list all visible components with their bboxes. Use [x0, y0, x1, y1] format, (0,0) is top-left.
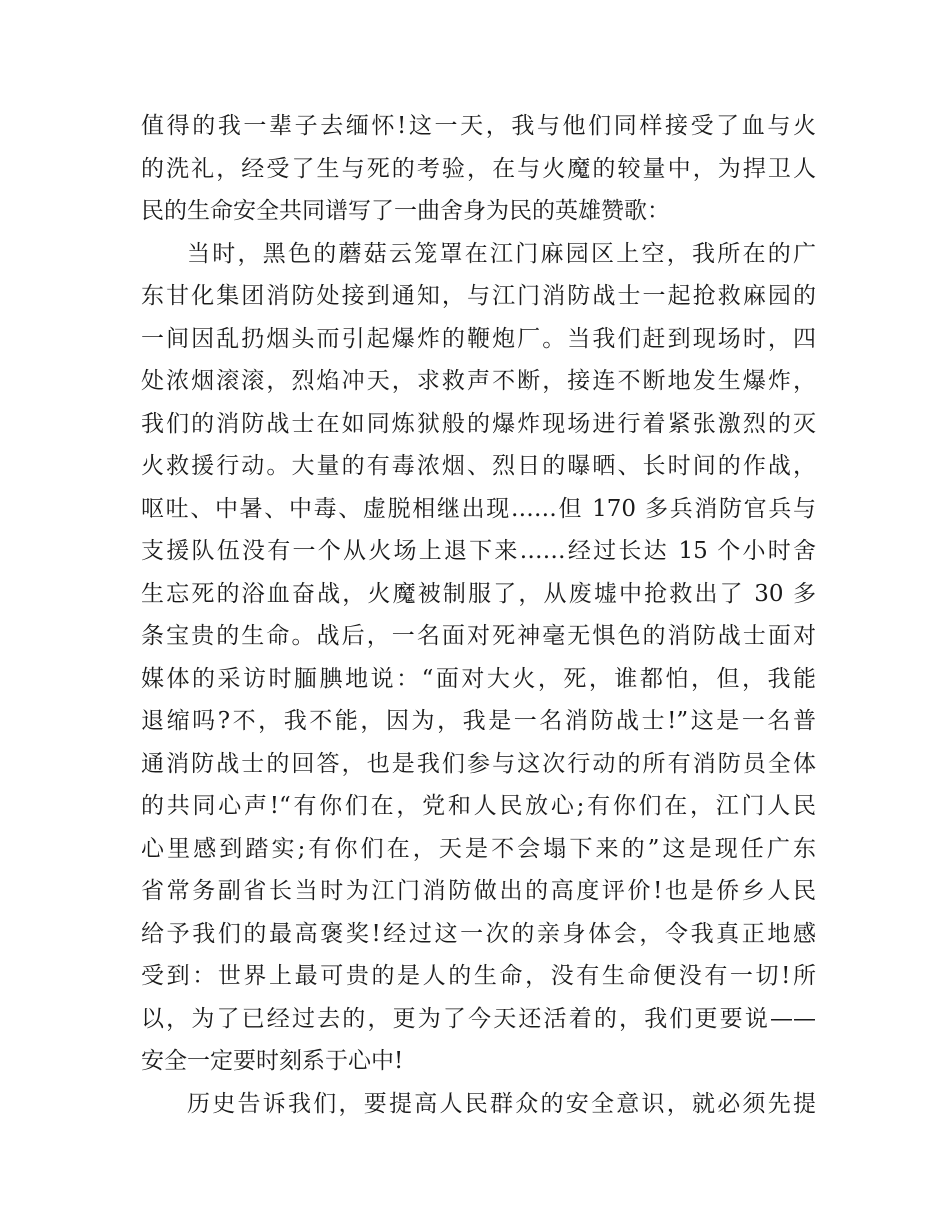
- text-line: 条宝贵的生命。战后，一名面对死神毫无惧色的消防战士面对: [141, 623, 816, 649]
- text-line: 一间因乱扔烟头而引起爆炸的鞭炮厂。当我们赶到现场时，四: [141, 325, 816, 352]
- text-line: 通消防战士的回答，也是我们参与这次行动的所有消防员全体: [141, 750, 816, 777]
- text-line: 我们的消防战士在如同炼狱般的爆炸现场进行着紧张激烈的灭: [141, 410, 816, 437]
- text-line: 历史告诉我们，要提高人民群众的安全意识，就必须先提: [187, 1090, 816, 1117]
- text-line: 心里感到踏实;有你们在，天是不会塌下来的”这是现任广东: [141, 835, 816, 862]
- text-line: 以，为了已经过去的，更为了今天还活着的，我们更要说——: [141, 1005, 816, 1032]
- body-text: [141, 105, 816, 1125]
- text-line: 的共同心声!“有你们在，党和人民放心;有你们在，江门人民: [141, 793, 816, 819]
- text-line: 安全一定要时刻系于心中!: [141, 1048, 404, 1074]
- text-line: 退缩吗?不，我不能，因为，我是一名消防战士!”这是一名普: [141, 708, 816, 734]
- text-line: 民的生命安全共同谱写了一曲舍身为民的英雄赞歌：: [141, 198, 670, 224]
- text-line: 东甘化集团消防处接到通知，与江门消防战士一起抢救麻园的: [141, 283, 816, 309]
- text-line: 的洗礼，经受了生与死的考验，在与火魔的较量中，为捍卫人: [141, 155, 816, 182]
- text-line: 值得的我一辈子去缅怀!这一天，我与他们同样接受了血与火: [141, 113, 816, 139]
- text-line: 省常务副省长当时为江门消防做出的高度评价!也是侨乡人民: [141, 878, 816, 904]
- text-line: 火救援行动。大量的有毒浓烟、烈日的曝晒、长时间的作战，: [141, 453, 816, 479]
- text-line: 媒体的采访时腼腆地说：“面对大火，死，谁都怕，但，我能: [141, 665, 816, 692]
- text-line: 呕吐、中暑、中毒、虚脱相继出现……但 170 多兵消防官兵与: [141, 495, 816, 522]
- text-line: 生忘死的浴血奋战，火魔被制服了，从废墟中抢救出了 30 多: [141, 580, 816, 607]
- text-line: 处浓烟滚滚，烈焰冲天，求救声不断，接连不断地发生爆炸，: [141, 368, 816, 394]
- text-line: 支援队伍没有一个从火场上退下来……经过长达 15 个小时舍: [141, 538, 816, 564]
- text-line: 当时，黑色的蘑菇云笼罩在江门麻园区上空，我所在的广: [187, 240, 816, 267]
- text-line: 给予我们的最高褒奖!经过这一次的亲身体会，令我真正地感: [141, 920, 816, 947]
- text-line: 受到：世界上最可贵的是人的生命，没有生命便没有一切!所: [141, 963, 816, 989]
